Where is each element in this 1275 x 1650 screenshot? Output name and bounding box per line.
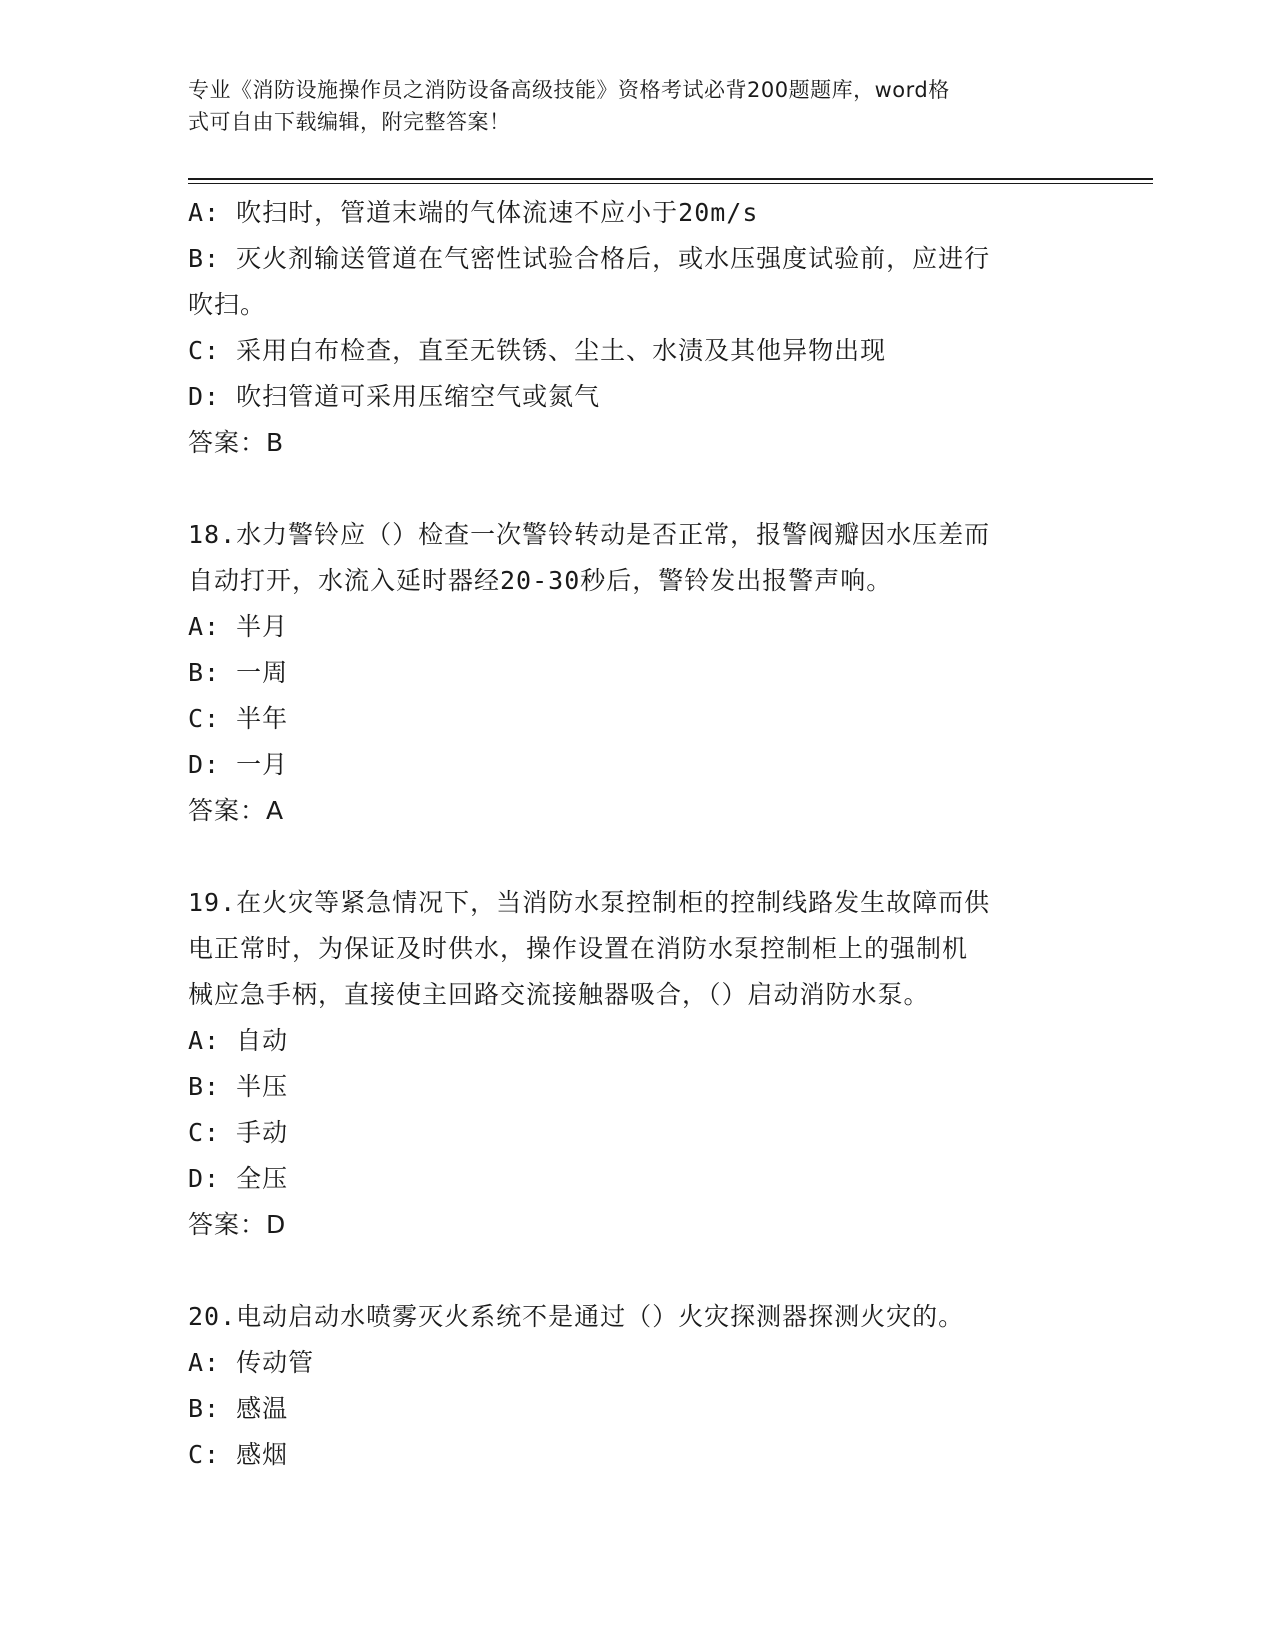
option-b-line-2: 吹扫。 bbox=[188, 290, 267, 319]
option-c: C: 感烟 bbox=[188, 1440, 289, 1469]
question-18 bbox=[188, 512, 1088, 834]
question-19 bbox=[188, 880, 1088, 1248]
header-divider-thin bbox=[188, 183, 1153, 184]
question-stem-line-1: 20.电动启动水喷雾灭火系统不是通过（）火灾探测器探测火灾的。 bbox=[188, 1302, 965, 1331]
spacer bbox=[188, 466, 1088, 512]
header-line-1: 专业《消防设施操作员之消防设备高级技能》资格考试必背200题题库，word格 bbox=[188, 78, 950, 102]
question-stem-line-1: 19.在火灾等紧急情况下，当消防水泵控制柜的控制线路发生故障而供 bbox=[188, 888, 991, 917]
header-divider-thick bbox=[188, 178, 1153, 180]
option-b-line-1: B: 灭火剂输送管道在气密性试验合格后，或水压强度试验前，应进行 bbox=[188, 244, 991, 273]
option-b: B: 感温 bbox=[188, 1394, 289, 1423]
question-stem-line-2: 自动打开，水流入延时器经20-30秒后，警铃发出报警声响。 bbox=[188, 566, 893, 595]
option-b: B: 一周 bbox=[188, 658, 289, 687]
question-17 bbox=[188, 190, 1088, 466]
spacer bbox=[188, 834, 1088, 880]
option-b: B: 半压 bbox=[188, 1072, 289, 1101]
spacer bbox=[188, 1248, 1088, 1294]
document-header bbox=[188, 74, 1078, 138]
option-d: D: 吹扫管道可采用压缩空气或氮气 bbox=[188, 382, 601, 411]
question-stem-line-1: 18.水力警铃应（）检查一次警铃转动是否正常，报警阀瓣因水压差而 bbox=[188, 520, 991, 549]
option-c: C: 采用白布检查，直至无铁锈、尘土、水渍及其他异物出现 bbox=[188, 336, 887, 365]
question-20 bbox=[188, 1294, 1088, 1478]
option-d: D: 全压 bbox=[188, 1164, 289, 1193]
answer-label: 答案：B bbox=[188, 428, 285, 457]
option-a: A: 半月 bbox=[188, 612, 289, 641]
option-c: C: 手动 bbox=[188, 1118, 289, 1147]
option-a: A: 吹扫时，管道末端的气体流速不应小于20m/s bbox=[188, 198, 759, 227]
question-stem-line-3: 械应急手柄，直接使主回路交流接触器吸合，（）启动消防水泵。 bbox=[188, 980, 930, 1009]
option-c: C: 半年 bbox=[188, 704, 289, 733]
option-a: A: 自动 bbox=[188, 1026, 289, 1055]
header-line-2: 式可自由下载编辑，附完整答案！ bbox=[188, 110, 511, 134]
answer-label: 答案：A bbox=[188, 796, 285, 825]
answer-label: 答案：D bbox=[188, 1210, 287, 1239]
option-d: D: 一月 bbox=[188, 750, 289, 779]
question-stem-line-2: 电正常时，为保证及时供水，操作设置在消防水泵控制柜上的强制机 bbox=[188, 934, 969, 963]
question-list bbox=[188, 190, 1088, 1478]
option-a: A: 传动管 bbox=[188, 1348, 315, 1377]
